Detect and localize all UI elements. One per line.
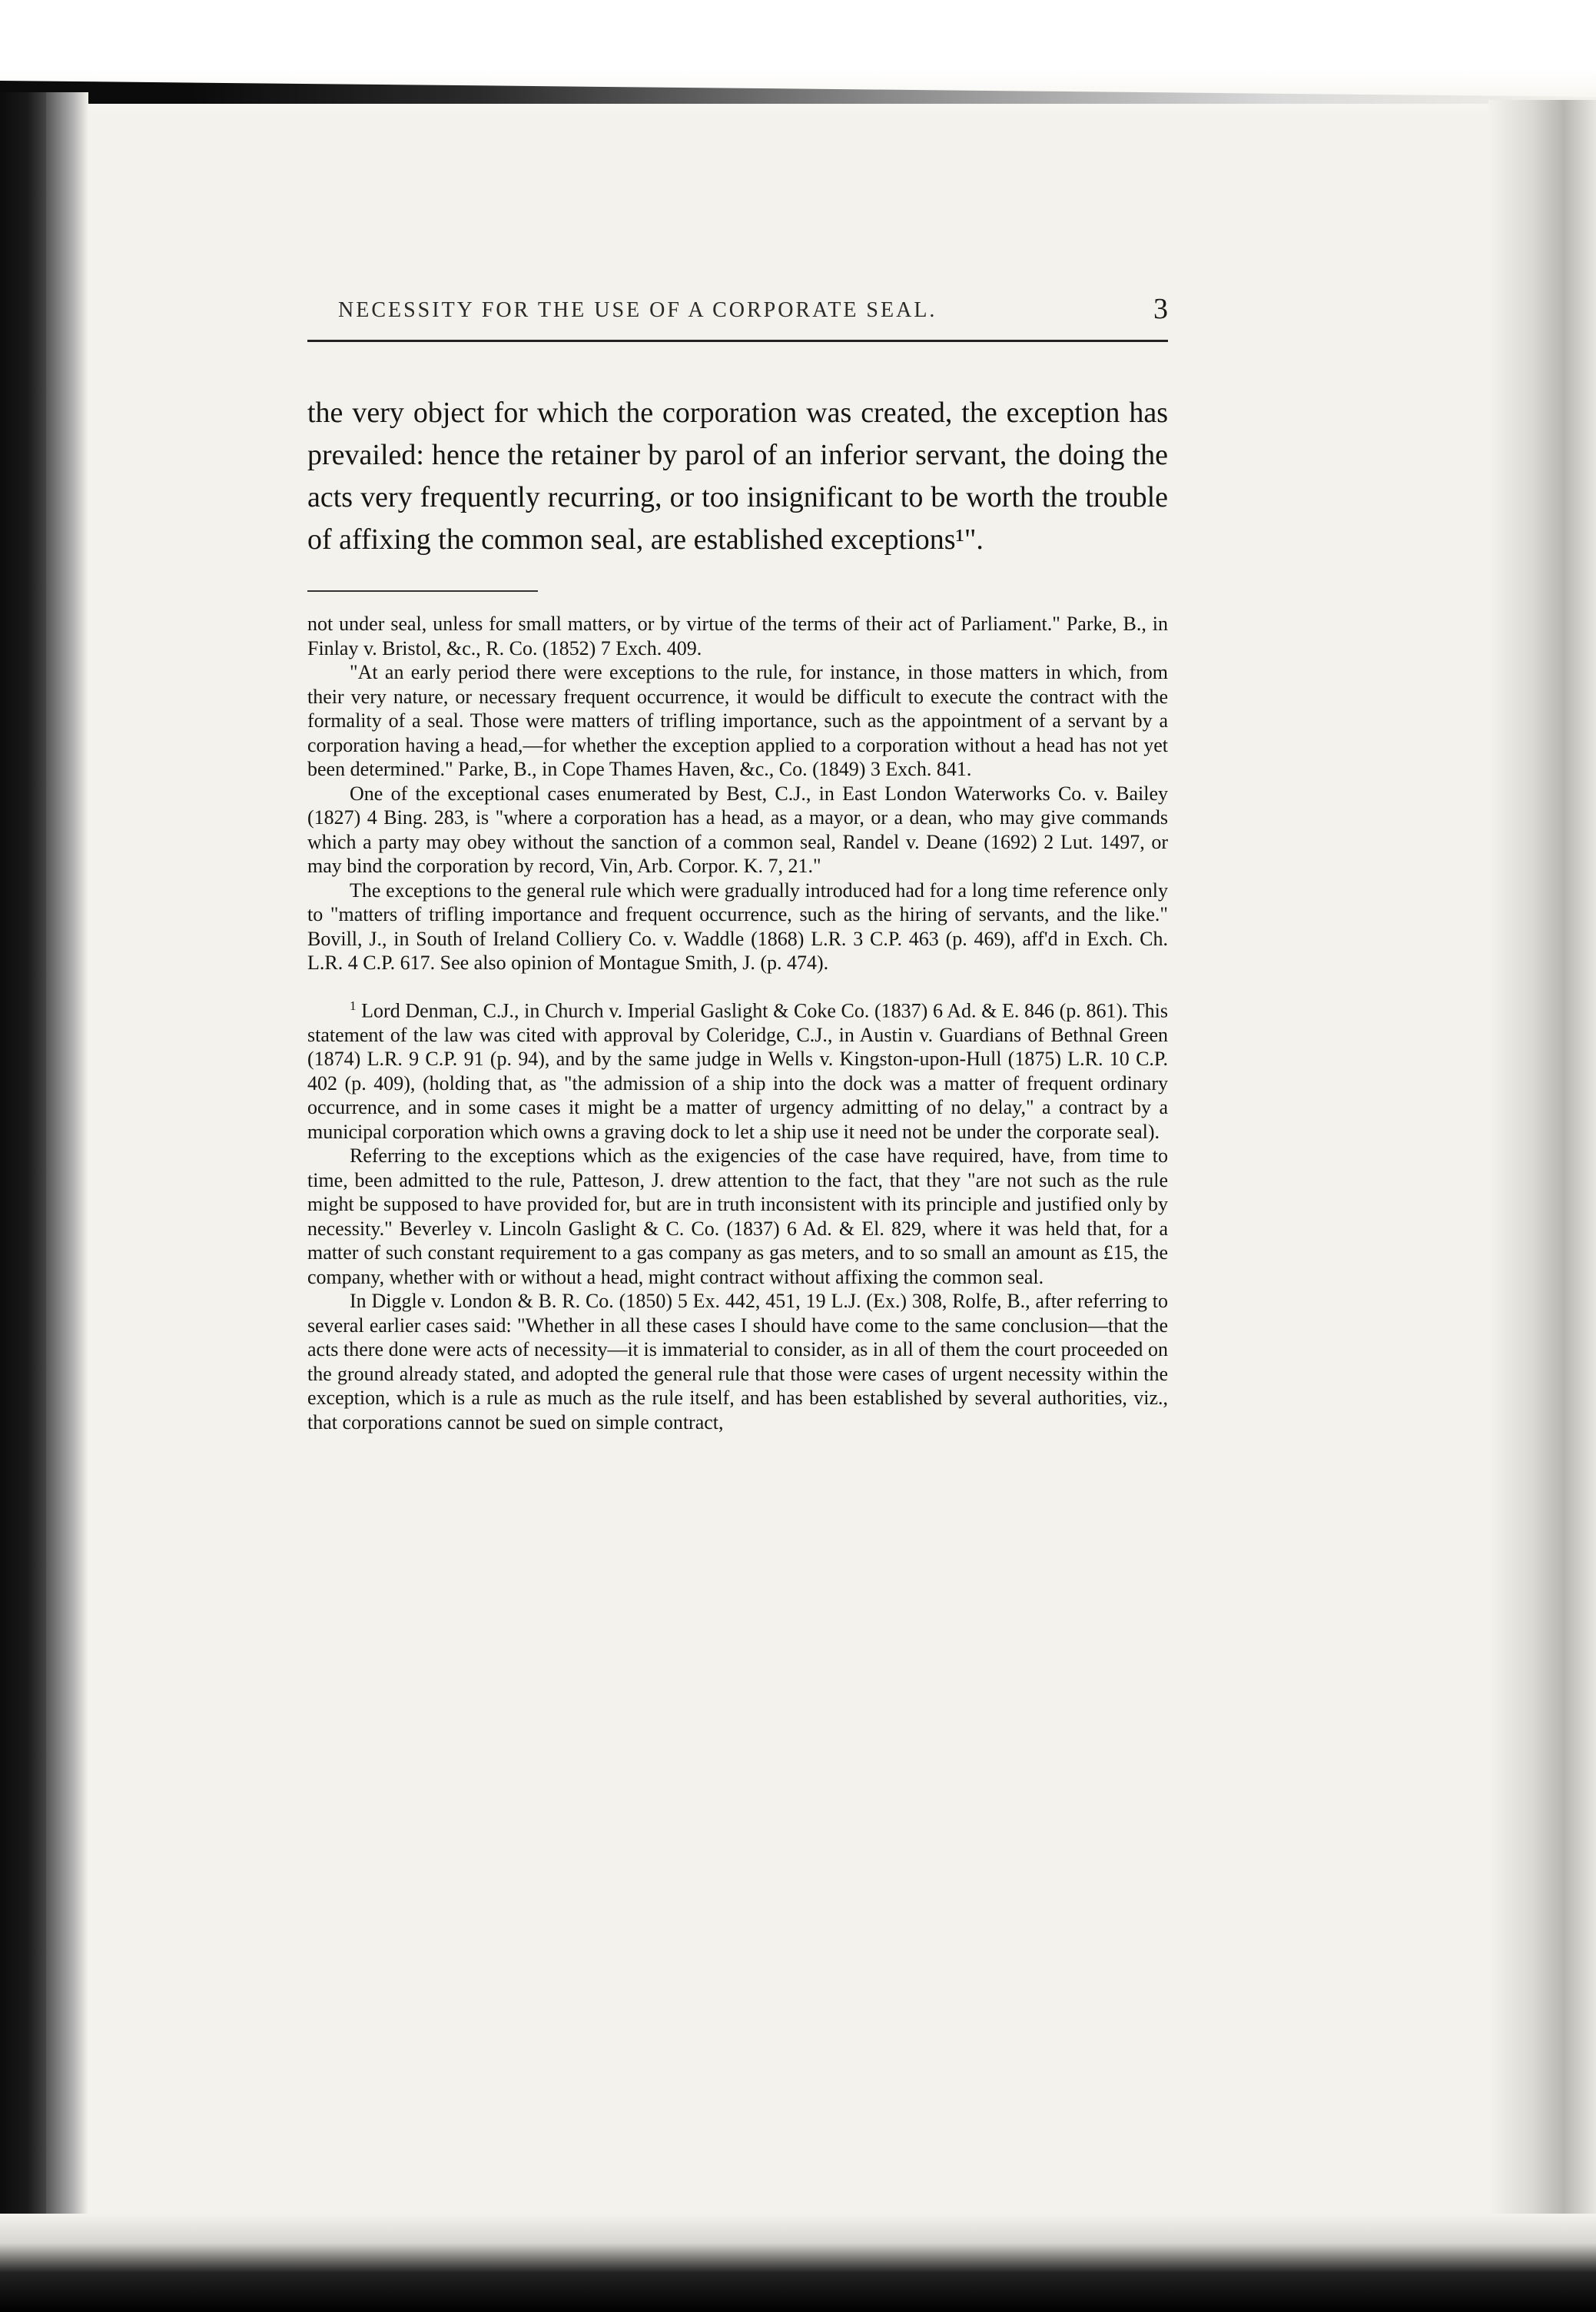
scan-edge-left bbox=[0, 92, 46, 2229]
footnote-rule bbox=[307, 590, 538, 592]
running-title: NECESSITY FOR THE USE OF A CORPORATE SEAL. bbox=[338, 298, 937, 322]
scan-edge-top bbox=[0, 0, 1596, 115]
footnote-paragraph: In Diggle v. London & B. R. Co. (1850) 5 Ex. 442, 451, 19 L.J. (Ex.) 308, Rolfe, B., after referring to several earlier cases said: "Whether in all these cases I should have come to the same conclusion—that the acts there done were acts of necessity—it is immaterial to consider, as in all of them the court proceeded on the ground already stated, and adopted the general rule that those were cases of urgent necessity within the exception, which is a rule as much as the rule itself, and has been established by several authorities, viz., that corporations cannot be sued on simple contract, bbox=[307, 1290, 1168, 1433]
footnote-1 bbox=[307, 994, 1168, 1435]
scan-edge-left-shadow bbox=[46, 92, 88, 2229]
footnotes bbox=[307, 612, 1168, 1434]
scan-edge-bottom bbox=[0, 2214, 1596, 2312]
footnote-continued bbox=[307, 612, 1168, 975]
scan-edge-right bbox=[1488, 100, 1596, 2221]
footnote-paragraph: The exceptions to the general rule which were gradually introduced had for a long time reference only to "matters of trifling importance and frequent occurrence, such as the hiring of servants, and the like." Bovill, J., in South of Ireland Colliery Co. v. Waddle (1868) L.R. 3 C.P. 463 (p. 469), aff'd in Exch. Ch. L.R. 4 C.P. 617. See also opinion of Montague Smith, J. (p. 474). bbox=[307, 879, 1168, 974]
footnote-paragraph: Lord Denman, C.J., in Church v. Imperial Gaslight & Coke Co. (1837) 6 Ad. & E. 846 (p. 861). This statement of the law was cited with approval by Coleridge, C.J., in Austin v. Guardians of Bethnal Green (1874) L.R. 9 C.P. 91 (p. 94), and by the same judge in Wells v. Kingston-upon-Hull (1875) L.R. 10 C.P. 402 (p. 409), (holding that, as "the admission of a ship into the dock was a matter of frequent ordinary occurrence, and in some cases it might be a matter of urgency admitting of no delay," a contract by a municipal corporation which owns a graving dock to let a ship use it need not be under the corporate seal). bbox=[307, 999, 1169, 1143]
page-number: 3 bbox=[1153, 293, 1168, 325]
book-page bbox=[307, 292, 1168, 1434]
header-rule bbox=[307, 340, 1168, 342]
footnote-paragraph: not under seal, unless for small matters, or by virtue of the terms of their act of Parliament." Parke, B., in Finlay v. Bristol, &c., R. Co. (1852) 7 Exch. 409. bbox=[307, 613, 1168, 659]
body-text: the very object for which the corporation was created, the exception has prevailed: hence the retainer by parol of an inferior servant, the doing the acts very frequently recurring, or too insignificant to be worth the trouble of affixing the common seal, are established exceptions¹". bbox=[307, 397, 1168, 556]
footnote-paragraph: "At an early period there were exceptions to the rule, for instance, in those matters in which, from their very nature, or necessary frequent occurrence, it would be difficult to execute the contract with the formality of a seal. Those were matters of trifling importance, such as the appointment of a servant by a corporation having a head,—for whether the exception applied to a corporation without a head has not yet been determined." Parke, B., in Cope Thames Haven, &c., Co. (1849) 3 Exch. 841. bbox=[307, 661, 1168, 780]
footnote-marker: 1 bbox=[350, 998, 357, 1013]
running-head bbox=[307, 292, 1168, 338]
footnote-paragraph: Referring to the exceptions which as the exigencies of the case have required, have, from time to time, been admitted to the rule, Patteson, J. drew attention to the fact, that they "are not such as the rule might be supposed to have provided for, but are in truth inconsistent with its principle and justified only by necessity." Beverley v. Lincoln Gaslight & C. Co. (1837) 6 Ad. & El. 829, where it was held that, for a matter of such constant requirement to a gas company as gas meters, and to so small an amount as £15, the company, whether with or without a head, might contract without affixing the common seal. bbox=[307, 1144, 1168, 1288]
footnote-paragraph: One of the exceptional cases enumerated by Best, C.J., in East London Waterworks Co. v. Bailey (1827) 4 Bing. 283, is "where a corporation has a head, as a mayor, or a dean, who may give commands which a party may obey without the sanction of a common seal, Randel v. Deane (1692) 2 Lut. 1497, or may bind the corporation by record, Vin, Arb. Corpor. K. 7, 21." bbox=[307, 782, 1168, 877]
